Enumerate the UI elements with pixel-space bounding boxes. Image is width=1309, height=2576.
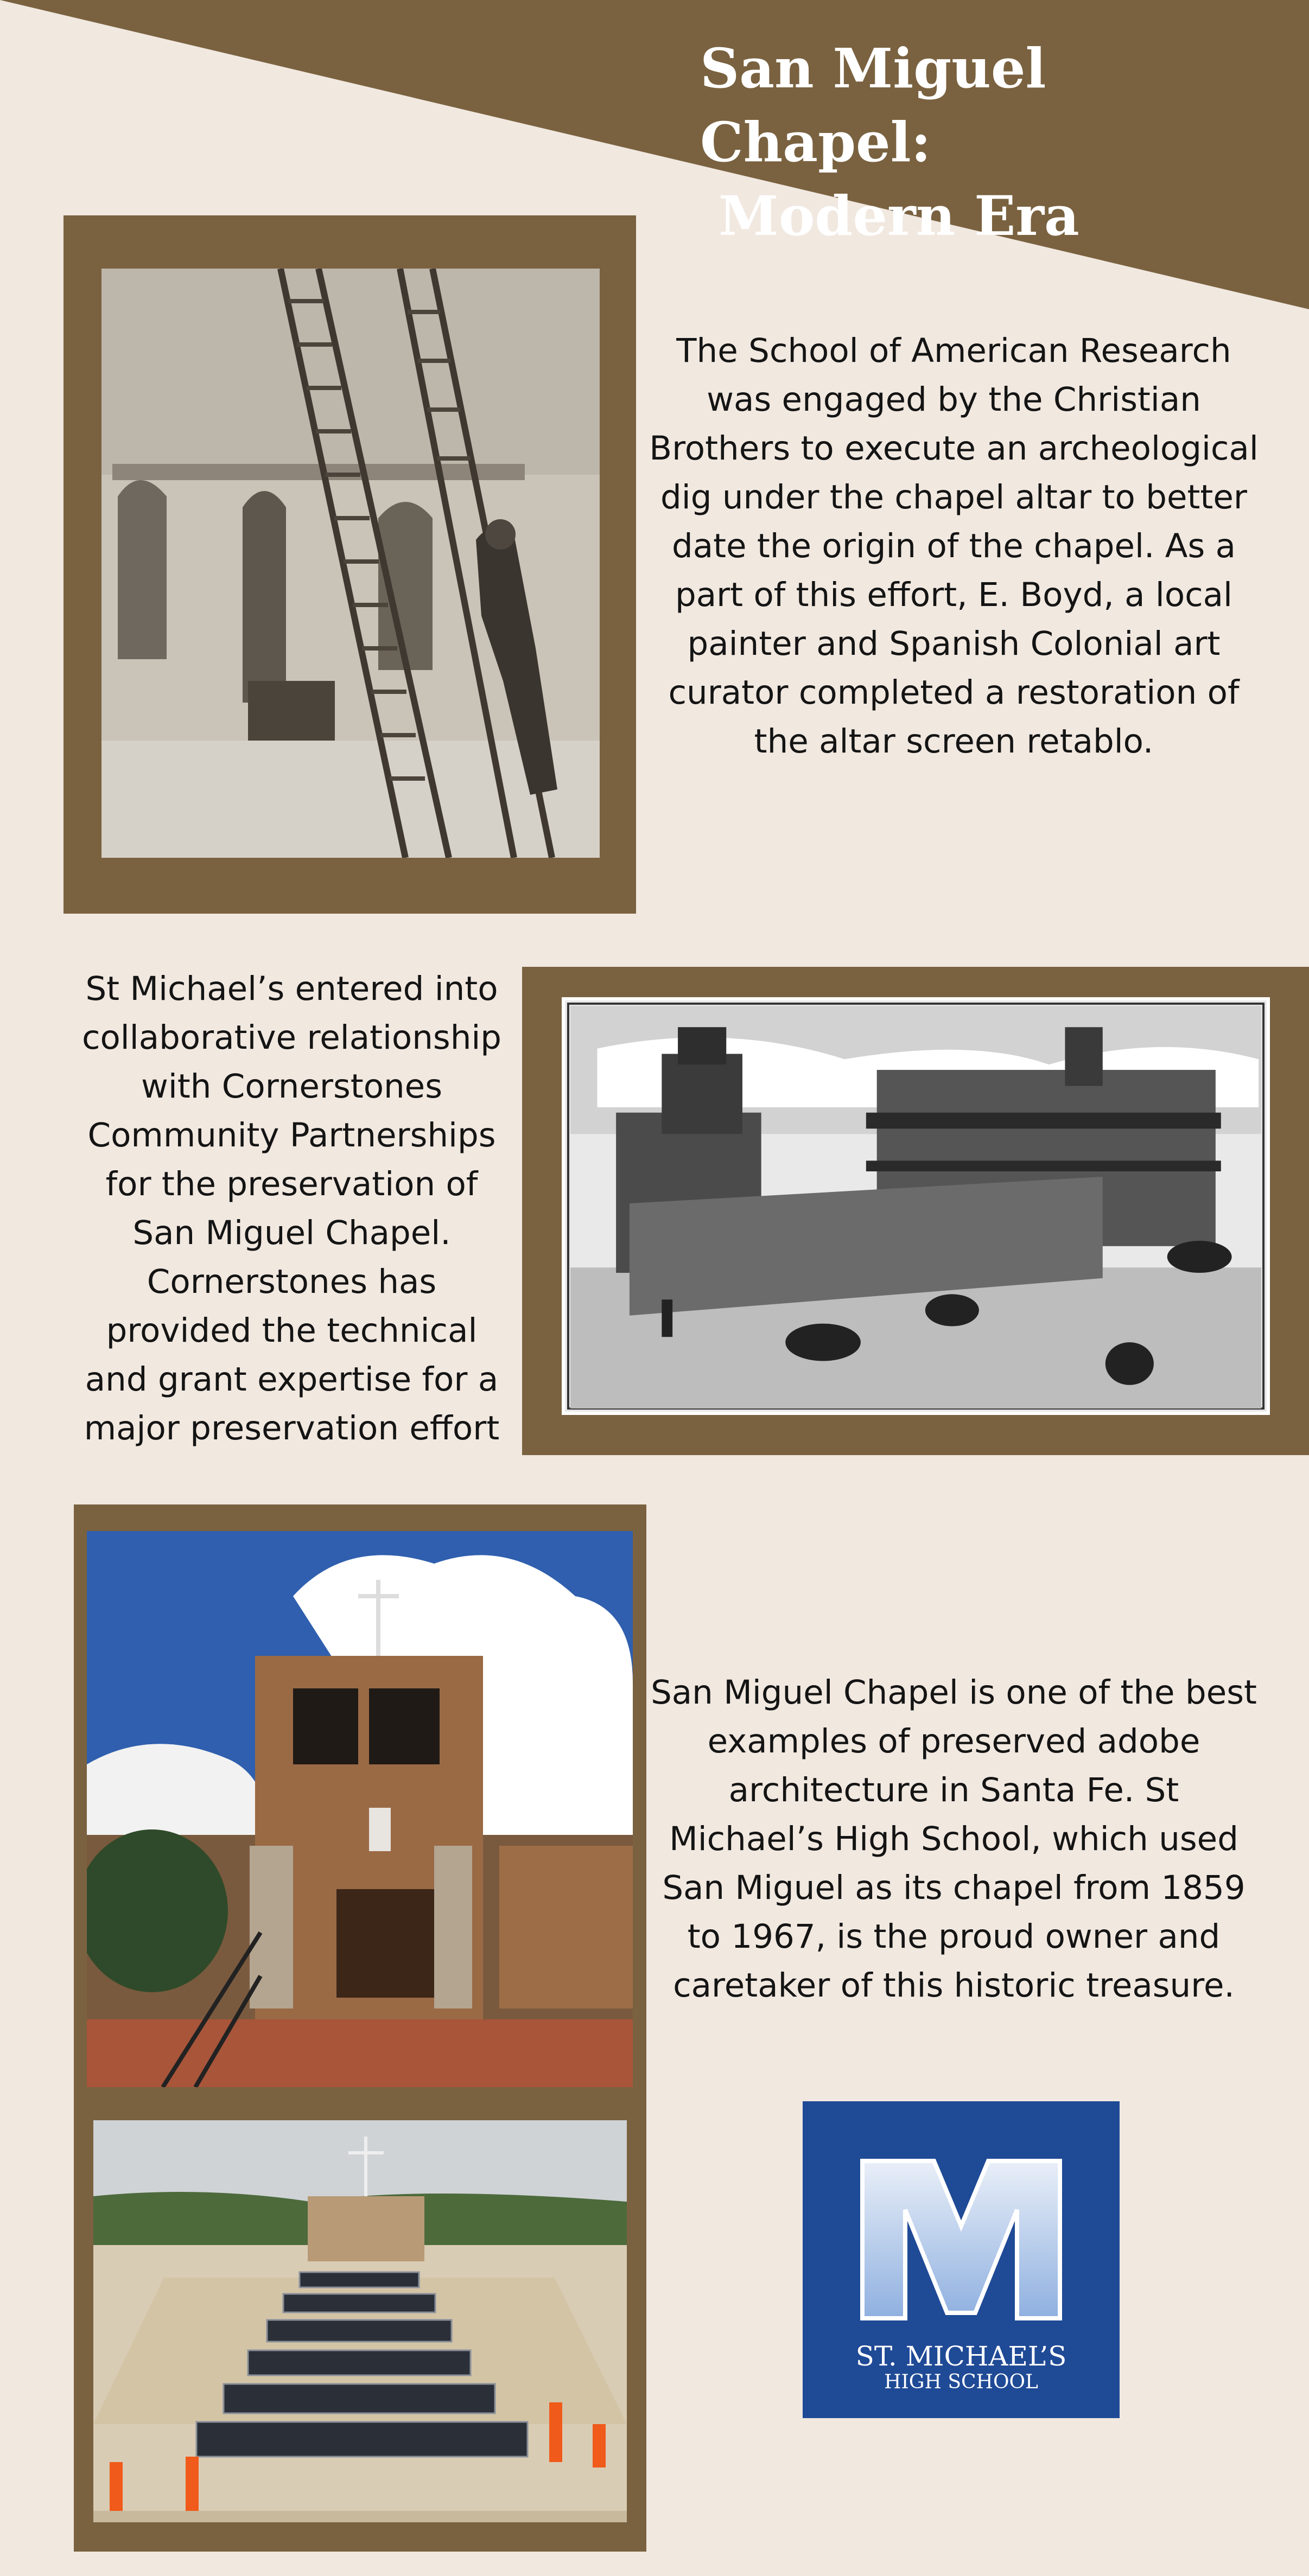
archaeology-paragraph: The School of American Research was engaged by the Christian Brothers to execute an archeological dig under the chapel altar to better date the origin of the chapel. As a part of this effort, E. Boyd, a local painter and Spanish Colonial art curator completed a restoration of the altar screen retablo. <box>649 331 1259 761</box>
chapel-facade-photo <box>87 1531 633 2087</box>
logo-school-type: HIGH SCHOOL <box>884 2371 1038 2393</box>
logo-school-name: ST. MICHAEL’S <box>855 2341 1067 2372</box>
title-line-1: San Miguel Chapel: <box>700 36 1046 174</box>
title-line-2: Modern Era <box>719 184 1079 248</box>
cornerstones-paragraph: St Michael’s entered into collaborative relationship with Cornerstones Community Partnerships for the preservation of San Miguel Chapel. Cornerstones has provided the technical and grant expertise for a major preservation effort <box>81 970 502 1448</box>
historic-engraving <box>562 997 1270 1415</box>
ownership-paragraph: San Miguel Chapel is one of the best examples of preserved adobe architecture in Santa Fe. St Michael’s High School, which used San Miguel as its chapel from 1859 to 1967, is the proud owner and caretaker of this historic treasure. <box>651 1673 1257 2005</box>
page-title <box>700 31 1286 253</box>
st-michaels-logo <box>803 2101 1120 2418</box>
solar-roof-photo <box>93 2120 627 2522</box>
altar-restoration-photo <box>101 269 600 858</box>
